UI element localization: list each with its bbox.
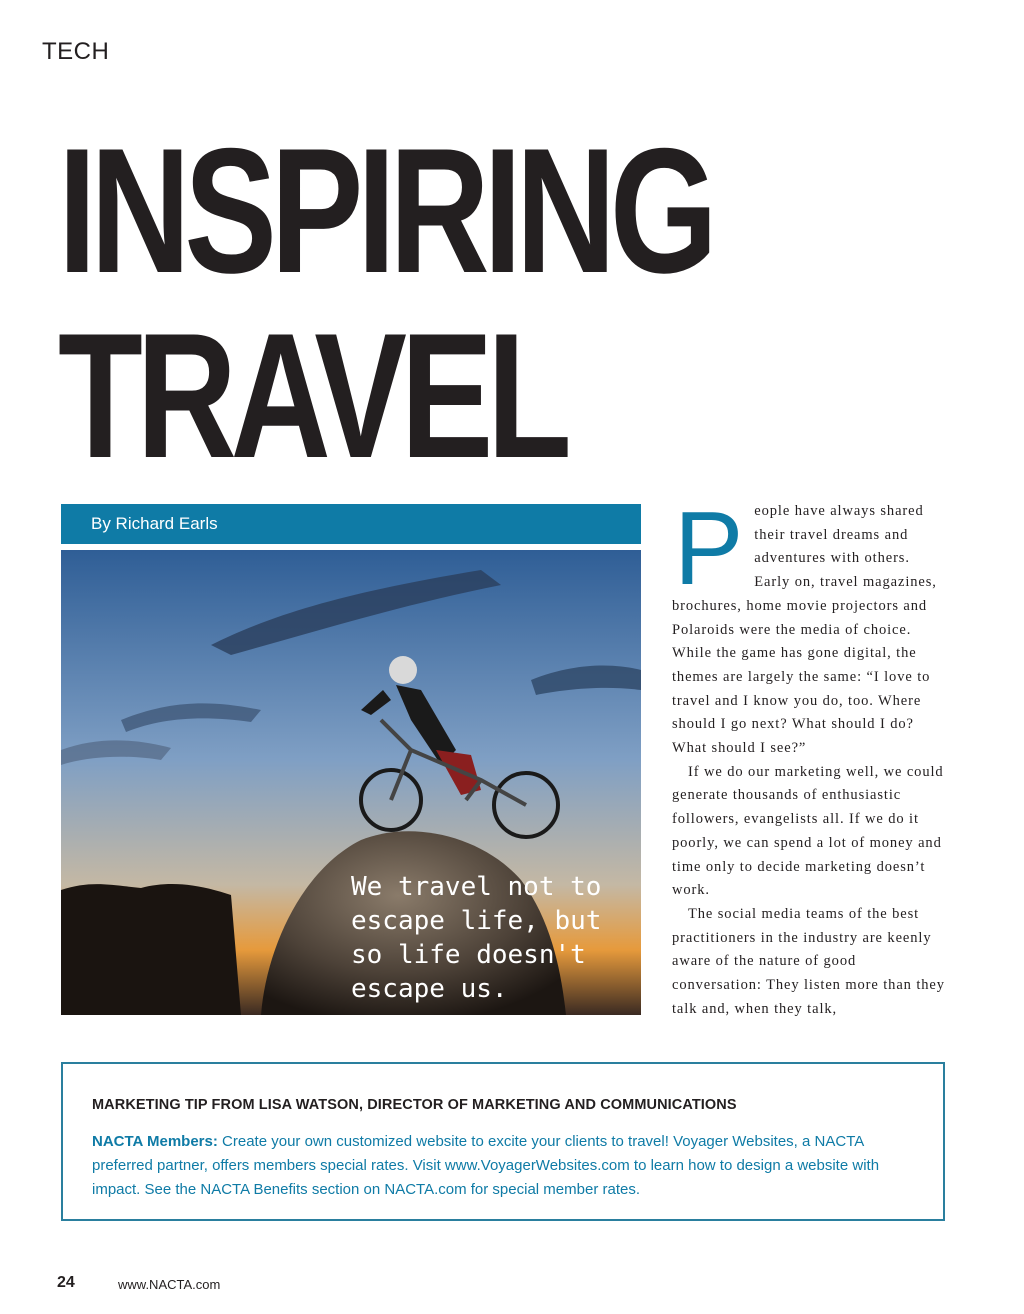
tip-heading: MARKETING TIP FROM LISA WATSON, DIRECTOR OF MARKETING AND COMMUNICATIONS xyxy=(92,1097,737,1113)
article-photo xyxy=(61,550,641,1015)
article-paragraph-3: The social media teams of the best practitioners in the industry are keenly aware of the nature of good conversation: They listen more than they talk and, when they talk, xyxy=(672,905,945,1017)
headline-line-1: INSPIRING xyxy=(58,111,712,310)
photo-quote: We travel not to escape life, but so life doesn't escape us. xyxy=(351,872,602,1004)
article-body xyxy=(672,491,947,1021)
tip-lead: NACTA Members: xyxy=(92,1133,218,1150)
drop-cap: P xyxy=(674,491,745,607)
footer-website: www.NACTA.com xyxy=(118,1277,221,1292)
byline: By Richard Earls xyxy=(91,514,218,533)
byline-bar xyxy=(61,504,641,544)
article-paragraph-2: If we do our marketing well, we could generate thousands of enthusiastic followers, evangelists all. If we do it poorly, we can spend a lot of money and time only to decide marketing doesn’t work. xyxy=(672,763,944,899)
marketing-tip-box xyxy=(61,1062,945,1221)
page-number: 24 xyxy=(57,1274,75,1291)
tip-body: Create your own customized website to excite your clients to travel! Voyager Websites, a NACTA preferred partner, offers members special rates. Visit www.VoyagerWebsites.com to learn how to design a website with impact. See the NACTA Benefits section on NACTA.com for special member rates. xyxy=(92,1133,880,1198)
tip-text xyxy=(92,1130,922,1202)
headline-line-2: TRAVEL xyxy=(58,296,566,495)
article-paragraph-1: eople have always shared their travel dreams and adventures with others. Early on, travel magazines, brochures, home movie projectors and Polaroids were the media of choice. While the game has gone digital, the themes are largely the same: “I love to travel and I know you do, too. Where should I go next? What should I do? What should I see?” xyxy=(672,503,937,757)
section-label: TECH xyxy=(42,38,110,65)
article-headline xyxy=(58,111,760,495)
